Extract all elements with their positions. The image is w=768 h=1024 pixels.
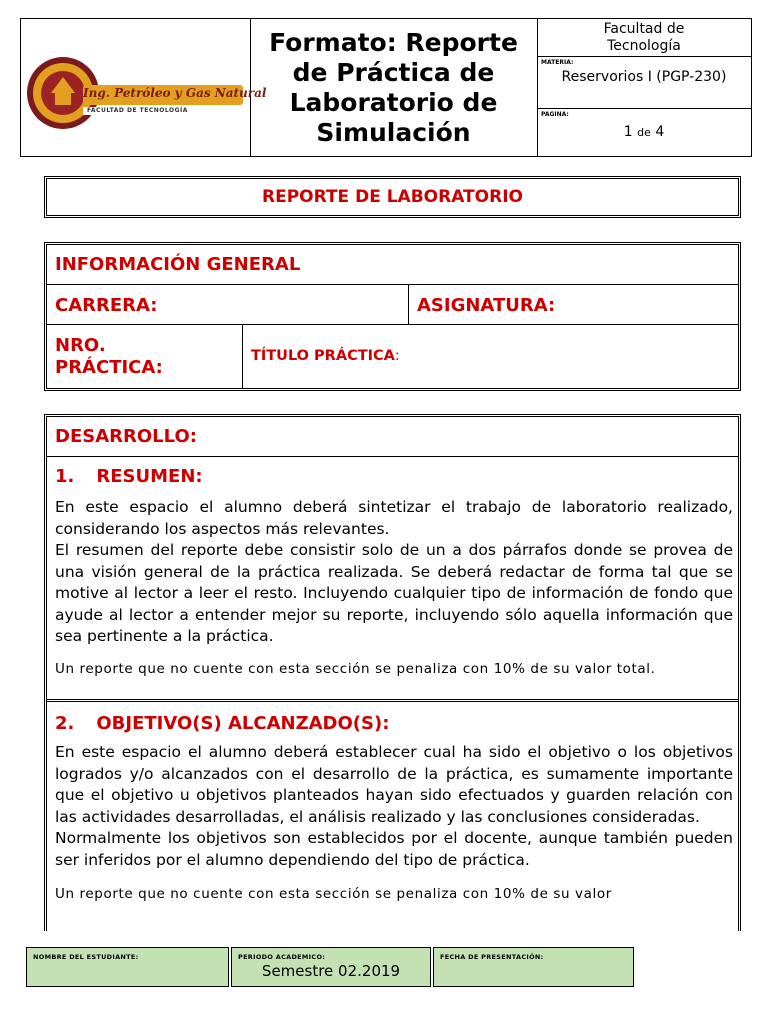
section-resumen bbox=[47, 457, 738, 702]
objetivos-paragraph-2: Normalmente los objetivos son establecidos por el docente, aunque también pueden ser inferidos por el alumno dependiendo del tipo de práctica. bbox=[55, 829, 733, 869]
resumen-paragraph-2: El resumen del reporte debe consistir solo de un a dos párrafos donde se provea de una visión general de la práctica realizada. Se deberá redactar de forma tal que se motive al lector a leer el resto. Incluyendo cualquier tipo de información de fondo que ayude al lector a entender mejor su reporte, incluyendo sólo aquella información que sea pertinente a la práctica. bbox=[55, 541, 733, 645]
materia-value: Reservorios I (PGP-230) bbox=[561, 69, 727, 85]
general-info-heading-row bbox=[47, 245, 738, 285]
nro-practica-label bbox=[55, 335, 163, 379]
objetivos-title: OBJETIVO(S) ALCANZADO(S): bbox=[96, 713, 390, 734]
objetivos-heading bbox=[55, 713, 389, 734]
page-total: 4 bbox=[655, 124, 665, 140]
objetivos-number: 2. bbox=[55, 713, 75, 734]
logo-subtext: FACULTAD DE TECNOLOGÍA bbox=[87, 107, 188, 114]
student-name-label: NOMBRE DEL ESTUDIANTE: bbox=[33, 953, 139, 961]
pagina-label: PAGINA: bbox=[541, 111, 569, 118]
faculty-name: Facultad de Tecnología bbox=[603, 20, 685, 54]
presentation-date-cell bbox=[433, 947, 634, 987]
general-info-box bbox=[44, 242, 741, 391]
materia-row bbox=[537, 57, 751, 109]
titulo-practica-text: TÍTULO PRÁCTICA bbox=[251, 348, 395, 364]
resumen-title: RESUMEN: bbox=[96, 466, 203, 487]
desarrollo-heading-row bbox=[47, 417, 738, 457]
pagina-row bbox=[537, 109, 751, 156]
faculty-row bbox=[537, 19, 751, 57]
nro-label: NRO. bbox=[55, 335, 106, 356]
document-footer bbox=[26, 947, 634, 987]
resumen-heading bbox=[55, 466, 203, 487]
practica-label: PRÁCTICA: bbox=[55, 357, 163, 378]
section-objetivos bbox=[47, 705, 738, 931]
carrera-label: CARRERA: bbox=[55, 295, 158, 316]
academic-period-cell bbox=[231, 947, 431, 987]
titulo-practica-label bbox=[251, 348, 400, 364]
carrera-cell bbox=[47, 285, 409, 325]
objetivos-body bbox=[55, 742, 733, 902]
resumen-penalty-note: Un reporte que no cuente con esta sección se penaliza con 10% de su valor total. bbox=[55, 660, 656, 677]
page-de: de bbox=[637, 126, 651, 139]
resumen-number: 1. bbox=[55, 466, 75, 487]
materia-label: MATERIA: bbox=[541, 59, 574, 66]
asignatura-label: ASIGNATURA: bbox=[417, 295, 556, 316]
report-title: REPORTE DE LABORATORIO bbox=[262, 187, 523, 207]
nro-practica-cell bbox=[47, 325, 243, 388]
resumen-paragraph-1: En este espacio el alumno deberá sintetizar el trabajo de laboratorio realizado, considerando los aspectos más relevantes. bbox=[55, 498, 733, 538]
objetivos-penalty-note: Un reporte que no cuente con esta sección se penaliza con 10% de su valor bbox=[55, 886, 612, 902]
academic-period-value: Semestre 02.2019 bbox=[261, 962, 401, 980]
page-indicator bbox=[537, 124, 751, 140]
student-name-cell bbox=[26, 947, 229, 987]
academic-period-label: PERIODO ACADEMICO: bbox=[238, 953, 326, 961]
desarrollo-heading: DESARROLLO: bbox=[55, 426, 197, 447]
general-info-heading: INFORMACIÓN GENERAL bbox=[55, 254, 301, 275]
presentation-date-label: FECHA DE PRESENTACIÓN: bbox=[440, 953, 544, 961]
resumen-body bbox=[55, 497, 733, 677]
asignatura-cell bbox=[409, 285, 738, 325]
document-header bbox=[20, 18, 752, 157]
logo-cell bbox=[21, 19, 267, 156]
page-number: 1 bbox=[623, 124, 633, 140]
meta-block bbox=[537, 19, 751, 156]
report-title-box bbox=[44, 176, 741, 218]
objetivos-paragraph-1: En este espacio el alumno deberá establecer cual ha sido el objetivo o los objetivos logrados y/o alcanzados con el desarrollo de la práctica, es sumamente importante que el objetivo u objetivos planteados hayan sido efectuados y guarden relación con las actividades desarrolladas, el análisis realizado y las conclusiones consideradas. bbox=[55, 743, 733, 826]
document-title: Formato: Reporte de Práctica de Laboratorio de Simulación bbox=[250, 19, 538, 156]
titulo-practica-colon: : bbox=[394, 348, 400, 364]
desarrollo-box bbox=[44, 414, 741, 931]
logo-text: Ing. Petróleo y Gas Natural bbox=[83, 86, 267, 100]
titulo-practica-cell bbox=[243, 325, 738, 388]
